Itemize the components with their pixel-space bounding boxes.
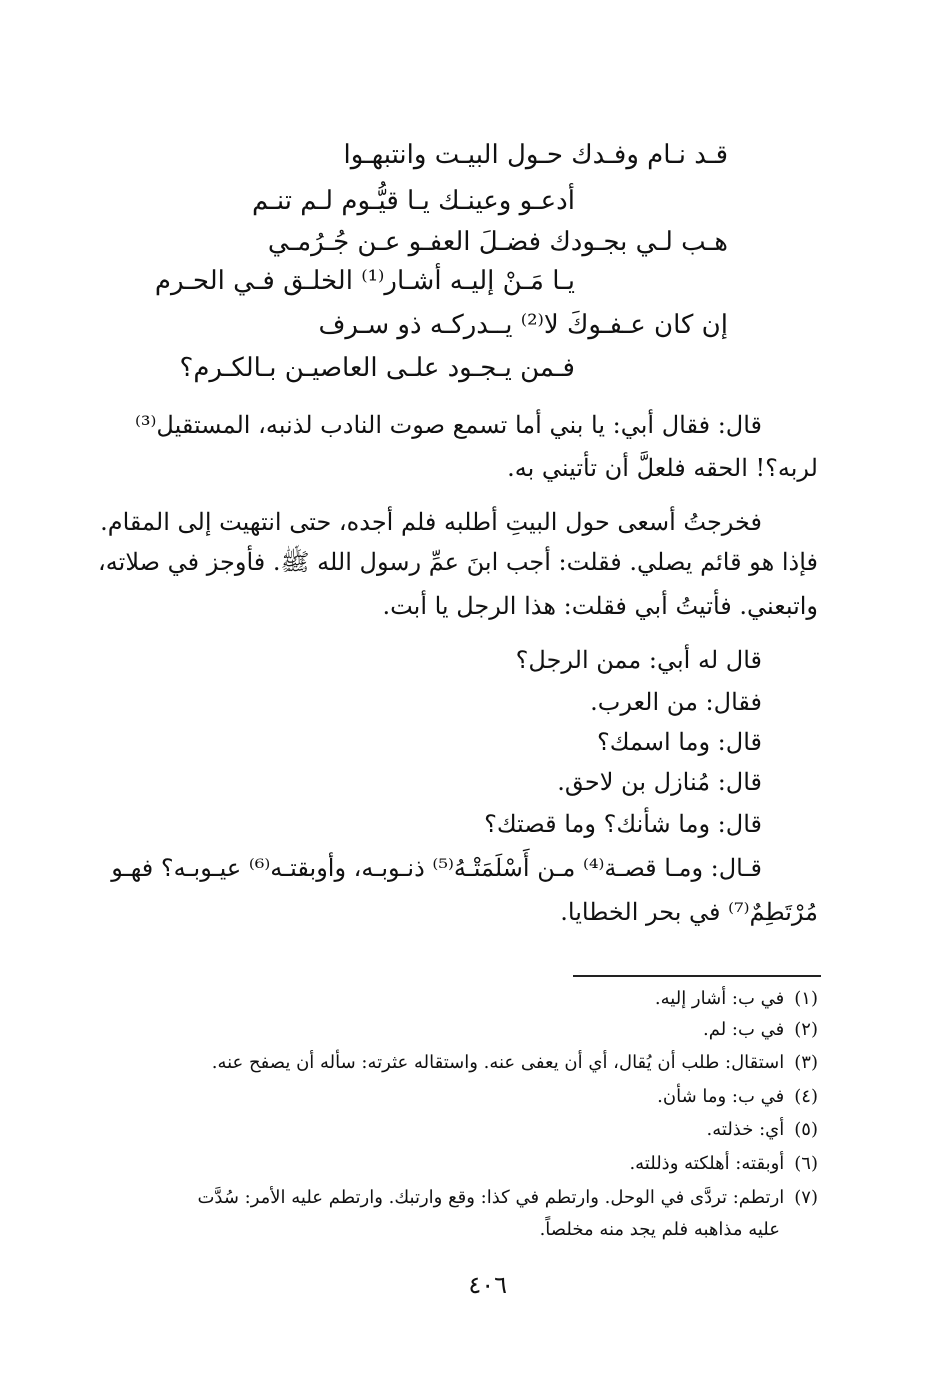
footnote-6 (629, 1155, 818, 1173)
poem-line-6: فـمن يـجـود علـى العاصيـن بـالكـرم؟ (179, 353, 575, 383)
footnote-7-continuation: عليه مذاهبه فلم يجد منه مخلصاً. (539, 1219, 780, 1240)
footnote-5 (707, 1121, 818, 1139)
paragraph-1-line-1: قال: فقال أبي: يا بني أما تسمع صوت النادب لذنبه، المستقيل⁽³⁾ (134, 411, 762, 439)
footnote-separator (573, 975, 821, 977)
poem-line-5: إن كان عـفـوكَ لا⁽²⁾ يــدركـه ذو سـرف (318, 310, 728, 340)
poem-line-2: أدعـو وعينـك يـا قيُّـوم لـم تنـم (251, 186, 575, 216)
dialogue-line-5: قال: وما شأنك؟ وما قصتك؟ (484, 810, 762, 838)
footnote-1 (655, 990, 818, 1008)
footnote-3-text: استقال: طلب أن يُقال، أي أن يعفى عنه. واستقاله عثرته: سأله أن يصفح عنه. (211, 1052, 785, 1073)
paragraph-2-line-3: واتبعني. فأتيتُ أبي فقلت: هذا الرجل يا أبت. (382, 592, 818, 620)
page-number: ٤٠٦ (468, 1271, 507, 1299)
dialogue-last-line-1: قـال: ومـا قصـة⁽⁴⁾ مـن أَسْلَمَتْـهُ⁽⁵⁾ ذنـوبـه، وأوبقتـه⁽⁶⁾ عيـوبـه؟ فهـو (111, 854, 762, 882)
footnote-6-number: (٦) (794, 1153, 818, 1174)
footnote-4-number: (٤) (794, 1086, 818, 1107)
footnote-5-text: أي: خذلته. (706, 1119, 785, 1140)
poem-line-1: قـد نـام وفـدك حـول البيـت وانتبهـوا (343, 140, 728, 170)
paragraph-2-line-2: فإذا هو قائم يصلي. فقلت: أجب ابنَ عمِّ رسول الله ﷺ. فأوجز في صلاته، (98, 548, 818, 576)
dialogue-last-line-2: مُرْتَطِمٌ⁽⁷⁾ في بحر الخطايا. (560, 898, 818, 926)
footnote-6-text: أوبقته: أهلكته وذللته. (629, 1153, 785, 1174)
footnote-2-text: في ب: لم. (703, 1019, 785, 1040)
footnote-5-number: (٥) (794, 1119, 818, 1140)
footnote-7 (197, 1189, 818, 1207)
footnote-7-number: (٧) (794, 1187, 818, 1208)
footnote-3 (212, 1054, 818, 1072)
footnote-2-number: (٢) (794, 1019, 818, 1040)
dialogue-line-4: قال: مُنازل بن لاحق. (557, 768, 762, 796)
dialogue-line-2: فقال: من العرب. (590, 688, 762, 716)
dialogue-line-3: قال: وما اسمك؟ (597, 728, 762, 756)
poem-line-3: هـب لـي بجـودك فضـلَ العفـو عـن جُـرُمـي (267, 227, 728, 257)
dialogue-line-1: قال له أبي: ممن الرجل؟ (515, 646, 762, 674)
poem-line-4: يـا مَـنْ إليـه أشـار⁽¹⁾ الخلـق فـي الحـرم (154, 266, 575, 296)
paragraph-2-line-1: فخرجتُ أسعى حول البيتِ أطلبه فلم أجده، حتى انتهيت إلى المقام. (100, 508, 762, 536)
footnote-7-text: ارتطم: تردَّى في الوحل. وارتطم في كذا: وقع وارتبك. وارتطم عليه الأمر: سُدَّت (197, 1187, 785, 1208)
footnote-4-text: في ب: وما شأن. (657, 1086, 785, 1107)
footnote-2 (703, 1021, 818, 1039)
footnote-1-text: في ب: أشار إليه. (654, 988, 785, 1009)
footnote-4 (657, 1088, 818, 1106)
footnote-1-number: (١) (794, 988, 818, 1009)
footnote-3-number: (٣) (794, 1052, 818, 1073)
paragraph-1-line-2: لربه؟! الحقه فلعلَّ أن تأتيني به. (507, 454, 818, 482)
